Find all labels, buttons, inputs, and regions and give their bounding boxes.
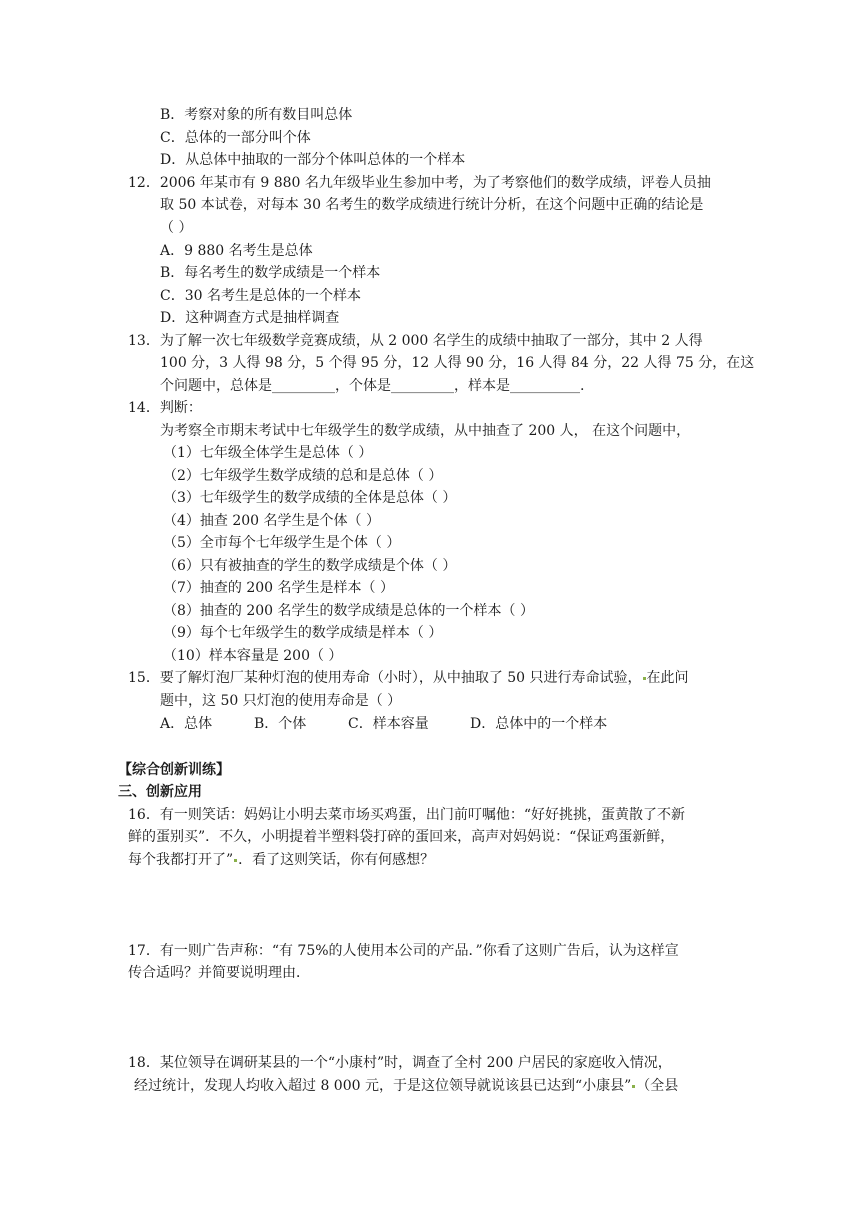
q14-intro: 为考察全市期末考试中七年级学生的数学成绩，从中抽查了 200 人， 在这个问题中， [160,423,691,439]
q13-stem-line1: 13．为了解一次七年级数学竞赛成绩，从 2 000 名学生的成绩中抽取了一部分，其中 2 人得 [128,333,703,349]
q12-option-b: B．每名考生的数学成绩是一个样本 [160,265,381,281]
q12-option-c: C．30 名考生是总体的一个样本 [160,288,361,304]
q15-stem-line2: 题中，这 50 只灯泡的使用寿命是（ ） [160,693,402,709]
ink-dot-mark [643,677,646,680]
q18-stem-line2-text: 经过统计，发现人均收入超过 8 000 元，于是这位领导就说该县已达到“小康县” [134,1078,632,1094]
q18-stem-line1: 18．某位领导在调研某县的一个“小康村”时，调查了全村 200 户居民的家庭收入情况， [128,1055,672,1071]
q15-stem-line1-tail: 在此问 [646,670,689,686]
q14-item: （6）只有被抽查的学生的数学成绩是个体（ ） [163,558,457,574]
section-heading: 【综合创新训练】 [118,762,230,778]
q15-stem-line1 [128,667,689,689]
q14-item: （5）全市每个七年级学生是个体（ ） [163,535,401,551]
q15-options [160,713,607,735]
q15-option-c: C．样本容量 [348,716,429,732]
q16-stem-line3-text: 每个我都打开了” [128,852,234,868]
q18-stem-line2 [134,1075,678,1097]
q15-option-b: B．个体 [254,716,307,732]
q13-stem-line3: 个问题中，总体是_________，个体是_________，样本是__________. [160,378,585,394]
q14-item: （2）七年级学生数学成绩的总和是总体（ ） [163,468,443,484]
q13-stem-line2: 100 分，3 人得 98 分，5 个得 95 分，12 人得 90 分，16 人得 84 分，22 人得 75 分，在这 [160,355,755,371]
q16-stem-line3-tail: ．看了这则笑话，你有何感想？ [238,852,435,868]
section-subheading: 三、创新应用 [118,784,202,800]
q14-item: （3）七年级学生的数学成绩的全体是总体（ ） [163,490,457,506]
q12-option-d: D．这种调查方式是抽样调查 [160,310,340,326]
q12-option-a: A．9 880 名考生是总体 [160,243,313,259]
q12-stem-line1: 12．2006 年某市有 9 880 名九年级毕业生参加中考，为了考察他们的数学成绩，评卷人员抽 [128,175,711,191]
q17-stem-line2: 传合适吗？并简要说明理由． [128,965,310,981]
q16-stem-line2: 鲜的蛋别买”．不久，小明提着半塑料袋打碎的蛋回来，高声对妈妈说：“保证鸡蛋新鲜， [128,829,675,845]
q14-item: （9）每个七年级学生的数学成绩是样本（ ） [163,625,443,641]
q17-stem-line1: 17．有一则广告声称：“有 75%的人使用本公司的产品．”你看了这则广告后，认为这样宣 [128,943,679,959]
q12-stem-line2: 取 50 本试卷，对每本 30 名考生的数学成绩进行统计分析，在这个问题中正确的结论是 [160,197,704,213]
q11-option-d: D．从总体中抽取的一部分个体叫总体的一个样本 [160,152,466,168]
q11-option-c: C．总体的一部分叫个体 [160,130,311,146]
q14-item: （8）抽查的 200 名学生的数学成绩是总体的一个样本（ ） [163,603,534,619]
q14-item: （1）七年级全体学生是总体（ ） [163,445,373,461]
ink-dot-mark [234,859,237,862]
q16-stem-line3 [128,849,434,871]
q14-item: （10）样本容量是 200（ ） [163,648,343,664]
q14-item: （7）抽查的 200 名学生是样本（ ） [163,580,394,596]
q16-stem-line1: 16．有一则笑话：妈妈让小明去菜市场买鸡蛋，出门前叮嘱他：“好好挑挑，蛋黄散了不新 [128,807,685,823]
q15-option-d: D．总体中的一个样本 [470,716,608,732]
q15-stem-line1-text: 15．要了解灯泡厂某种灯泡的使用寿命（小时），从中抽取了 50 只进行寿命试验， [128,670,642,686]
ink-dot-mark [632,1085,635,1088]
q11-option-b: B．考察对象的所有数目叫总体 [160,107,353,123]
q18-stem-line2-tail: （全县 [636,1078,679,1094]
q12-stem-line3: （ ） [160,220,193,236]
q14-item: （4）抽查 200 名学生是个体（ ） [163,513,380,529]
q14-title: 14．判断： [128,400,202,416]
q15-option-a: A．总体 [160,716,213,732]
